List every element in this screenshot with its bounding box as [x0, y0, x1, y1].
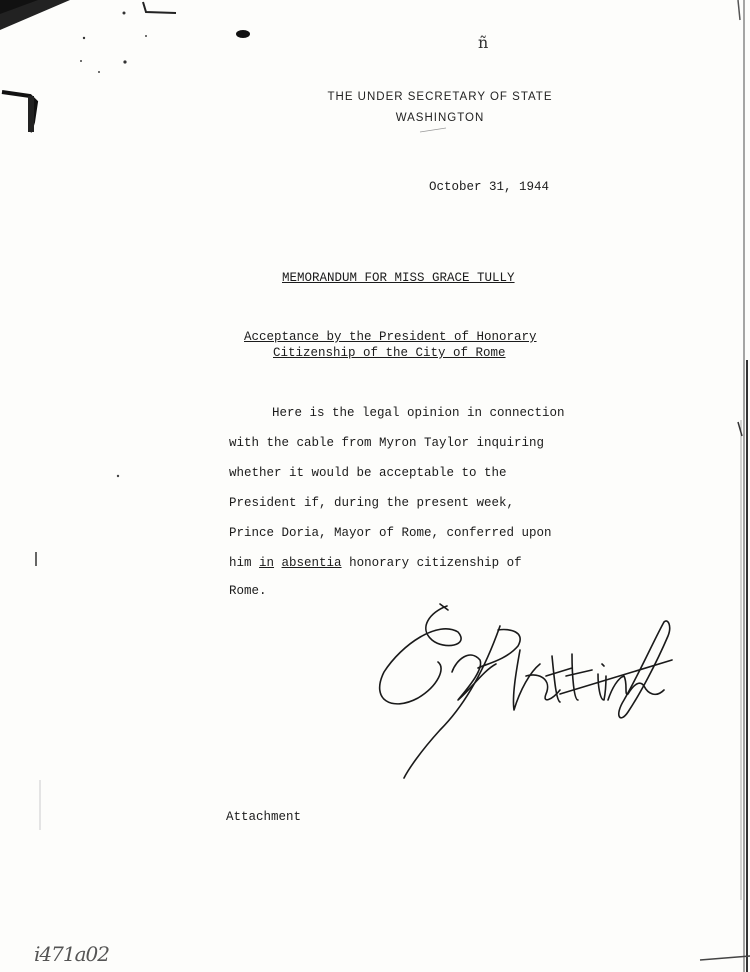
body-line-2: with the cable from Myron Taylor inquiring: [229, 436, 545, 450]
letterhead-city: WASHINGTON: [395, 112, 485, 124]
body-line-5: Prince Doria, Mayor of Rome, conferred upon: [229, 526, 552, 540]
letterhead-title: THE UNDER SECRETARY OF STATE: [327, 91, 553, 103]
memo-date: October 31, 1944: [429, 180, 550, 194]
memo-title: MEMORANDUM FOR MISS GRACE TULLY: [282, 271, 515, 285]
page-mark: ñ: [478, 33, 489, 52]
archive-number: i471a02: [34, 942, 109, 966]
body-text: him: [229, 556, 260, 570]
body-text: honorary citizenship of: [341, 556, 522, 570]
body-line-4: President if, during the present week,: [229, 496, 515, 510]
body-line-1: Here is the legal opinion in connection: [272, 406, 565, 420]
subject-line-2: Citizenship of the City of Rome: [273, 346, 506, 360]
body-text-absentia: absentia: [281, 556, 342, 570]
subject-line-1: Acceptance by the President of Honorary: [244, 330, 537, 344]
body-line-3: whether it would be acceptable to the: [229, 466, 507, 480]
body-line-7: Rome.: [229, 584, 267, 598]
body-text-in: in: [259, 556, 275, 570]
attachment-label: Attachment: [226, 810, 302, 824]
